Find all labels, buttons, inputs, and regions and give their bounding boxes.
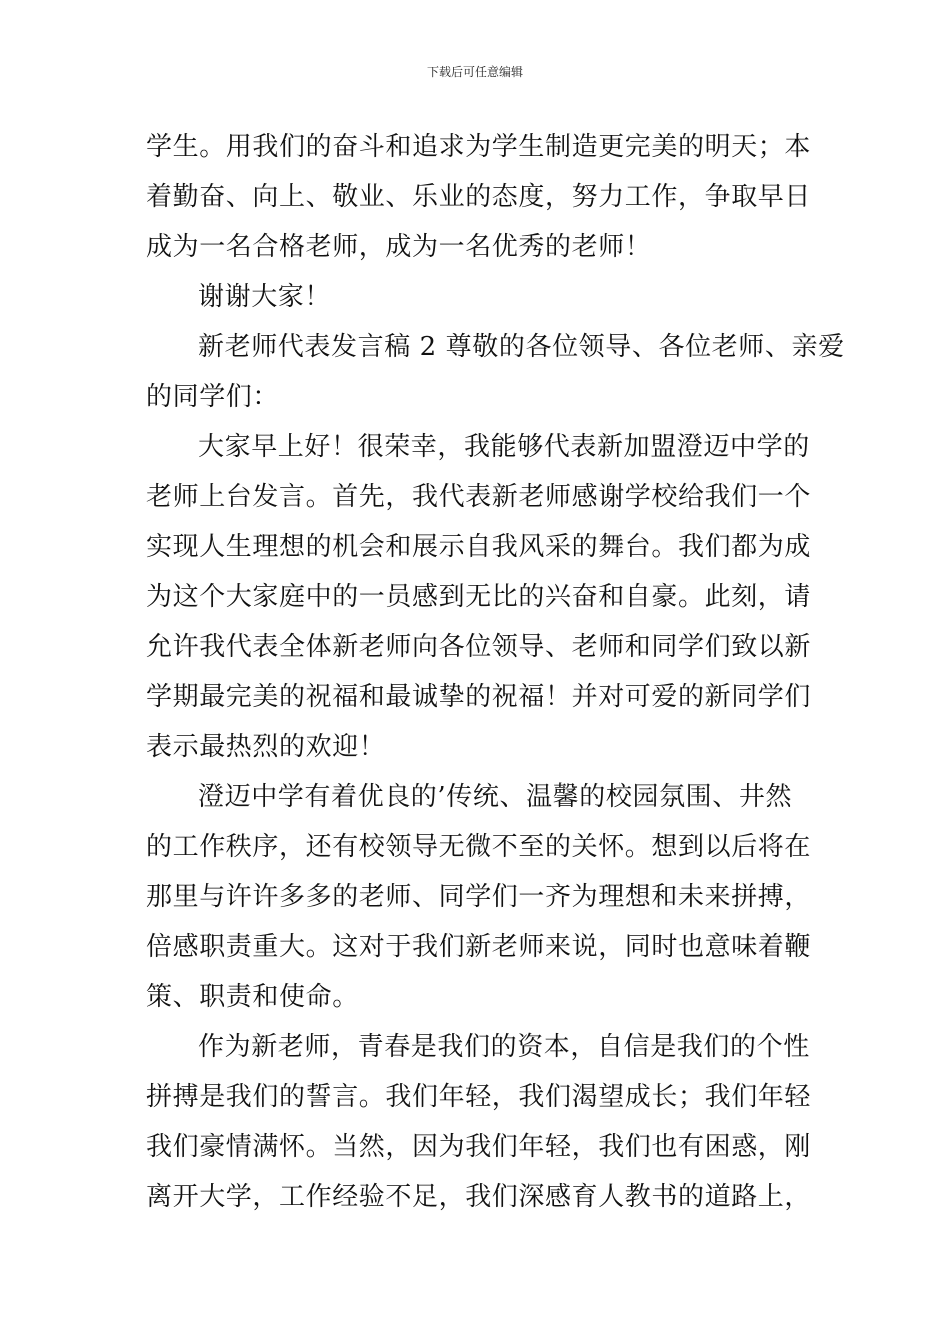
text-line: 拼搏是我们的誓言。我们年轻，我们渴望成长；我们年轻 xyxy=(146,1082,812,1112)
text-line: 的同学们： xyxy=(146,382,280,412)
text-line: 学期最完美的祝福和最诚挚的祝福！并对可爱的新同学们 xyxy=(146,682,812,712)
text-line: 新老师代表发言稿 2 尊敬的各位领导、各位老师、亲爱 xyxy=(198,332,845,362)
text-line: 那里与许许多多的老师、同学们一齐为理想和未来拼搏， xyxy=(146,882,812,912)
document-body xyxy=(146,122,845,1222)
text-line: 成为一名合格老师，成为一名优秀的老师！ xyxy=(146,232,652,262)
text-line: 大家早上好！很荣幸，我能够代表新加盟澄迈中学的 xyxy=(198,432,810,462)
text-line: 离开大学，工作经验不足，我们深感育人教书的道路上， xyxy=(146,1182,812,1212)
text-line: 为这个大家庭中的一员感到无比的兴奋和自豪。此刻，请 xyxy=(146,582,812,612)
text-line: 澄迈中学有着优良的’传统、温馨的校园氛围、井然 xyxy=(198,782,793,812)
text-line: 的工作秩序，还有校领导无微不至的关怀。想到以后将在 xyxy=(146,832,812,862)
text-line: 倍感职责重大。这对于我们新老师来说，同时也意味着鞭 xyxy=(146,932,812,962)
text-line: 老师上台发言。首先，我代表新老师感谢学校给我们一个 xyxy=(146,482,812,512)
text-line: 学生。用我们的奋斗和追求为学生制造更完美的明天；本 xyxy=(146,132,812,162)
text-line: 策、职责和使命。 xyxy=(146,982,359,1012)
text-line: 允许我代表全体新老师向各位领导、老师和同学们致以新 xyxy=(146,632,812,662)
text-line: 我们豪情满怀。当然，因为我们年轻，我们也有困惑，刚 xyxy=(146,1132,812,1162)
page-header: 下载后可任意编辑 xyxy=(426,65,523,79)
text-line: 作为新老师，青春是我们的资本，自信是我们的个性 xyxy=(198,1032,810,1062)
text-line: 着勤奋、向上、敬业、乐业的态度，努力工作，争取早日 xyxy=(146,182,812,212)
text-line: 表示最热烈的欢迎！ xyxy=(146,732,386,762)
text-line: 谢谢大家！ xyxy=(198,282,332,312)
text-line: 实现人生理想的机会和展示自我风采的舞台。我们都为成 xyxy=(146,532,812,562)
